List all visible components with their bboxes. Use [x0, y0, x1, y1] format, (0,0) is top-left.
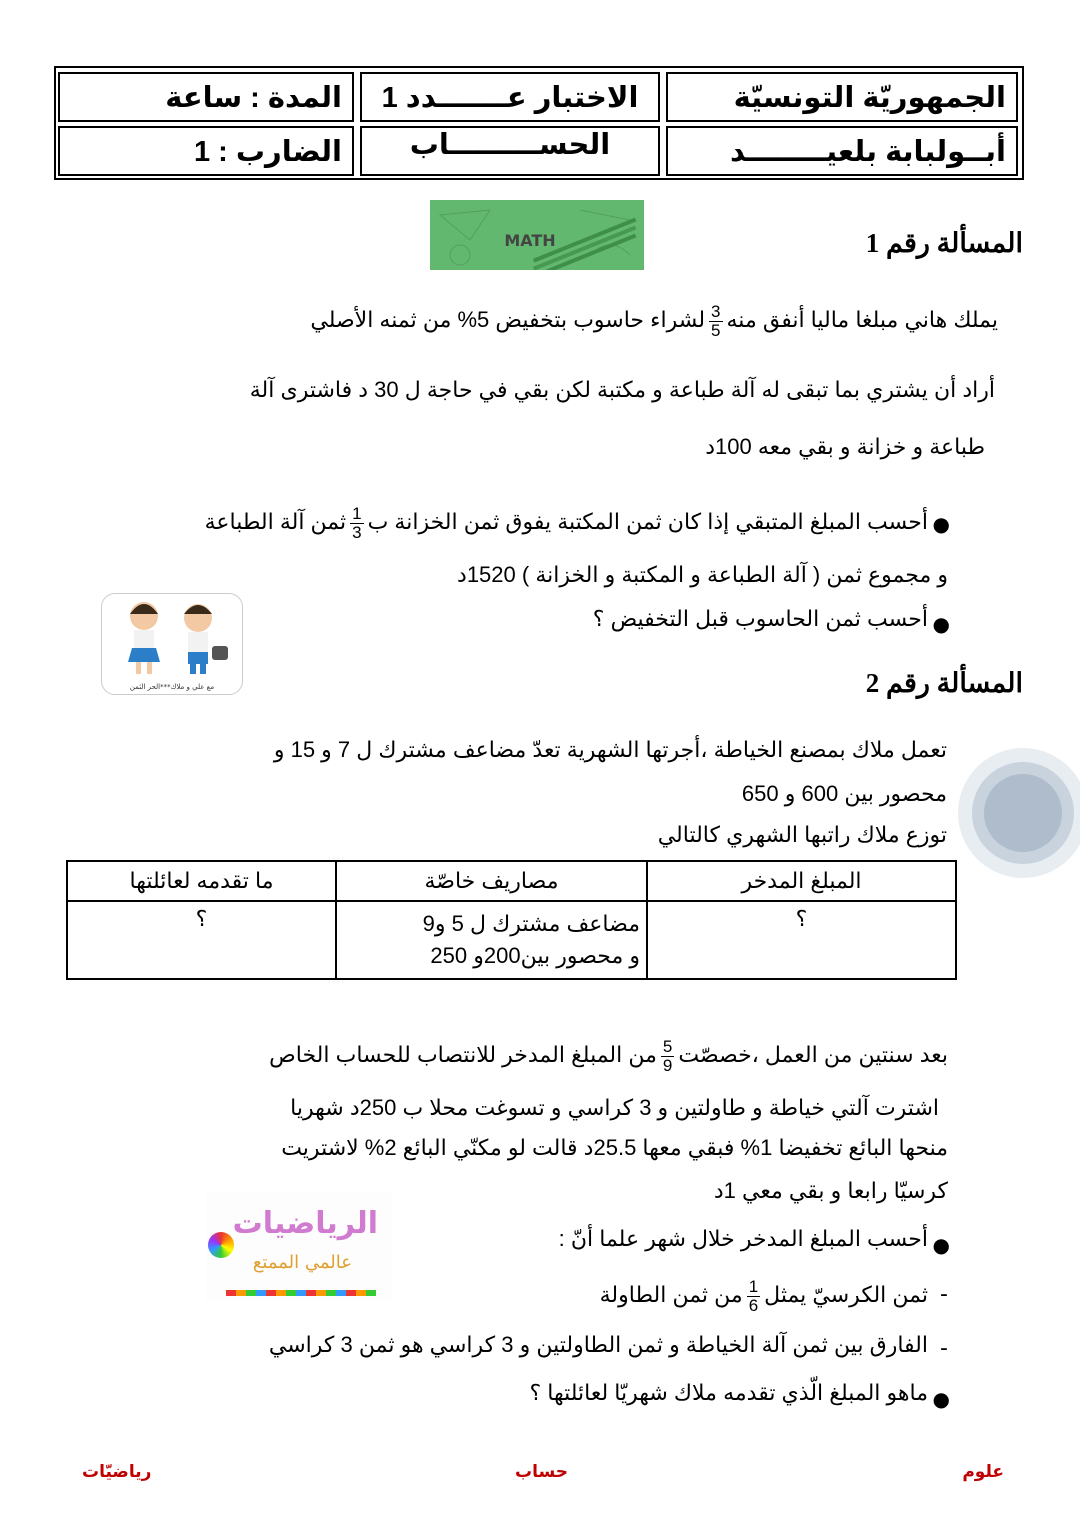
- header-duration: المدة : ساعة: [58, 72, 354, 122]
- fraction-1-6: $\frac{1}{6}$: [748, 1277, 759, 1315]
- problem1-question-2: أحسب ثمن الحاسوب قبل التخفيض ؟: [592, 606, 928, 631]
- header-exam-title: الاختبار عـــــــدد 1: [360, 72, 660, 122]
- problem1-paragraph-3: طباعة و خزانة و بقي معه 100د: [705, 434, 985, 459]
- problem2-paragraph-3: توزع ملاك راتبها الشهري كالتالي: [657, 822, 947, 847]
- problem2-question-1: أحسب المبلغ المدخر خلال شهر علما أنّ :: [558, 1226, 928, 1251]
- bullet-icon: ●: [932, 512, 950, 536]
- salary-distribution-table: [66, 860, 957, 980]
- problem2-detail-1: ثمن الكرسيّ يمثل $\frac{1}{6}$ من ثمن الطاولة: [599, 1277, 928, 1315]
- problem2-detail-2: الفارق بين ثمن آلة الخياطة و ثمن الطاولتين و 3 كراسي هو ثمن 3 كراسي: [268, 1332, 928, 1357]
- bullet-icon: ●: [932, 612, 950, 636]
- table-cell-saved: ؟: [647, 901, 956, 979]
- kids-caption: مع علي و ملاك***الحر الثمن: [129, 683, 215, 691]
- problem2-paragraph-4: بعد سنتين من العمل ،خصصّت $\frac{5}{9}$ من المبلغ المدخر للانتصاب للحساب الخاص: [269, 1037, 948, 1075]
- math-world-logo-image: [206, 1192, 392, 1300]
- problem2-question-2: ماهو المبلغ الّذي تقدمه ملاك شهريّا لعائلتها ؟: [529, 1380, 928, 1405]
- header-country: الجمهوريّة التونسيّة: [666, 72, 1018, 122]
- table-cell-family: ؟: [67, 901, 336, 979]
- table-header-saved: المبلغ المدخر: [647, 861, 956, 901]
- bullet-icon: ●: [932, 1233, 950, 1257]
- problem1-question-1: أحسب المبلغ المتبقي إذا كان ثمن المكتبة يفوق ثمن الخزانة ب $\frac{1}{3}$ ثمن آلة الطباعة: [204, 504, 928, 542]
- bullet-icon: ●: [932, 1387, 950, 1411]
- problem2-paragraph-1: تعمل ملاك بمصنع الخياطة ،أجرتها الشهرية تعدّ مضاعف مشترك ل 7 و 15 و: [273, 737, 947, 762]
- math-banner-image: [430, 200, 644, 270]
- logo-text-sub: عالمي الممتع: [252, 1252, 352, 1273]
- kids-illustration-image: [101, 593, 243, 695]
- decorative-circle-icon: [958, 748, 1080, 878]
- fraction-3-5: $\frac{3}{5}$: [711, 302, 721, 340]
- logo-text-main: الرياضيات: [232, 1206, 378, 1241]
- fraction-1-3: $\frac{1}{3}$: [352, 504, 362, 542]
- footer-left: رياضيّات: [82, 1462, 152, 1482]
- math-banner-text: MATH: [504, 231, 556, 250]
- header-school: أبــولبابة بلعيــــــــد: [666, 126, 1018, 176]
- exam-header-table: [54, 66, 1024, 180]
- dash-icon: -: [940, 1282, 948, 1307]
- footer-center: حساب: [515, 1462, 569, 1482]
- problem1-paragraph-2: أراد أن يشتري بما تبقى له آلة طباعة و مكتبة لكن بقي في حاجة ل 30 د فاشترى آلة: [249, 377, 995, 402]
- fraction-5-9: $\frac{5}{9}$: [662, 1037, 673, 1075]
- table-cell-expenses: مضاعف مشترك ل 5 و9 و محصور بين200و 250: [336, 901, 647, 979]
- header-coefficient: الضارب : 1: [58, 126, 354, 176]
- table-header-expenses: مصاريف خاصّة: [336, 861, 647, 901]
- footer-right: علوم: [962, 1462, 1004, 1482]
- problem2-paragraph-5: اشترت آلتي خياطة و طاولتين و 3 كراسي و تسوغت محلا ب 250د شهريا: [290, 1095, 939, 1120]
- dash-icon: -: [940, 1336, 948, 1361]
- problem1-title: المسألة رقم 1: [865, 228, 1023, 258]
- header-subject: الحســـــــــاب: [360, 126, 660, 176]
- problem2-paragraph-2: محصور بين 600 و 650: [741, 781, 947, 806]
- problem2-paragraph-7: كرسيّا رابعا و بقي معي 1د: [713, 1178, 948, 1203]
- problem1-paragraph-1: يملك هاني مبلغا ماليا أنفق منه $\frac{3}{5}$ لشراء حاسوب بتخفيض 5% من ثمنه الأصلي: [310, 302, 998, 340]
- problem2-title: المسألة رقم 2: [865, 668, 1023, 698]
- logo-stripe: [226, 1290, 376, 1296]
- table-header-family: ما تقدمه لعائلتها: [67, 861, 336, 901]
- problem2-paragraph-6: منحها البائع تخفيضا 1% فبقي معها 25.5د قالت لو مكنّي البائع 2% لاشتريت: [281, 1135, 948, 1160]
- color-wheel-icon: [208, 1232, 234, 1258]
- problem1-question-1-cont: و مجموع ثمن ( آلة الطباعة و المكتبة و الخزانة ) 1520د: [457, 562, 948, 587]
